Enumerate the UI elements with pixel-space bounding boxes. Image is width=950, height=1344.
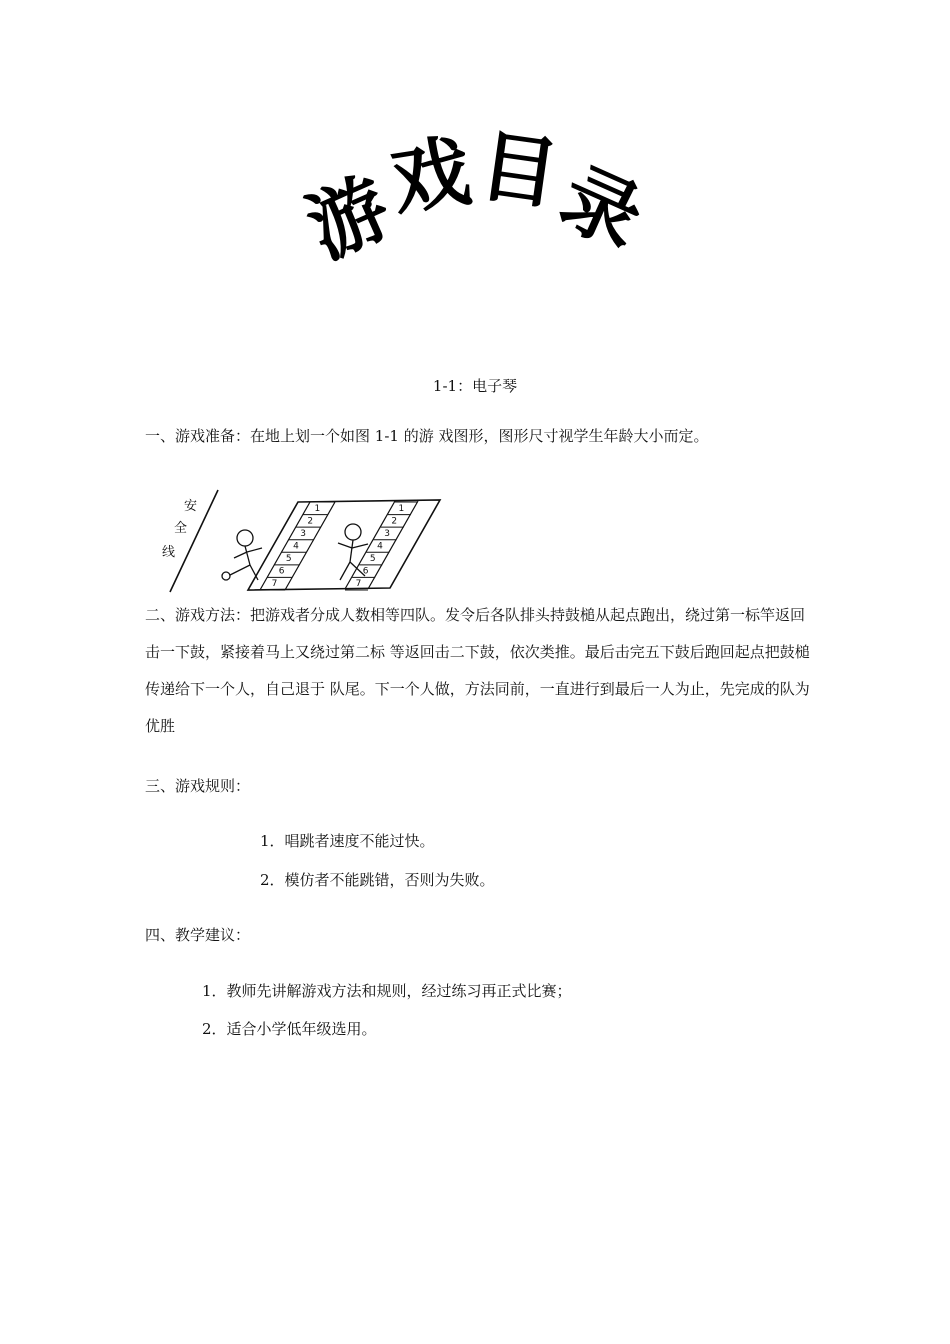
left-lane-number: 7 [271, 579, 278, 590]
safety-label-char: 安 [184, 499, 198, 514]
right-lane-number: 3 [384, 528, 390, 539]
title-char: 录 [547, 152, 655, 266]
title-char: 目 [474, 121, 564, 221]
game-diagram [150, 480, 450, 598]
suggestion-item: 2．适合小学低年级选用。 [202, 1020, 377, 1038]
left-lane-number: 1 [314, 503, 321, 514]
wordart-title [270, 110, 670, 280]
left-lane-number: 2 [307, 516, 314, 527]
runner-figure [222, 530, 262, 580]
section-method: 二、游戏方法：把游戏者分成人数相等四队。发令后各队排头持鼓槌从起点跑出，绕过第一标竿返回击一下鼓，紧接着马上又绕过第二标 等返回击二下鼓，依次类推。最后击完五下鼓后跑回起点把鼓槌传递给下一个人，自己退于 队尾。下一个人做，方法同前，一直进行到最后一人为止，先完成的队为优胜 [145, 606, 810, 735]
title-char: 戏 [385, 126, 477, 228]
title-char: 游 [295, 162, 403, 276]
section-rules-heading: 三、游戏规则： [145, 777, 251, 795]
safety-label-char: 线 [162, 545, 176, 560]
safety-label-char: 全 [174, 521, 188, 536]
left-lane-number: 5 [285, 554, 292, 565]
rule-item: 2．模仿者不能跳错，否则为失败。 [260, 871, 495, 889]
right-lane-number: 7 [355, 579, 362, 590]
left-lane-number: 6 [278, 566, 285, 577]
suggestion-item: 1．教师先讲解游戏方法和规则，经过练习再正式比赛； [202, 982, 572, 1000]
section-preparation: 一、游戏准备：在地上划一个如图 1-1 的游 戏图形，图形尺寸视学生年龄大小而定。 [145, 427, 709, 445]
right-lane-number: 1 [398, 503, 405, 514]
right-lane-number: 5 [369, 554, 376, 565]
left-lane-number: 3 [300, 528, 306, 539]
section-suggestions-heading: 四、教学建议： [145, 926, 251, 944]
right-lane-number: 6 [362, 566, 369, 577]
game-subtitle: 1-1：电子琴 [432, 377, 518, 395]
left-lane-number: 4 [293, 541, 299, 552]
right-lane-number: 2 [391, 516, 398, 527]
right-lane-number: 4 [377, 541, 383, 552]
rule-item: 1．唱跳者速度不能过快。 [260, 832, 435, 850]
